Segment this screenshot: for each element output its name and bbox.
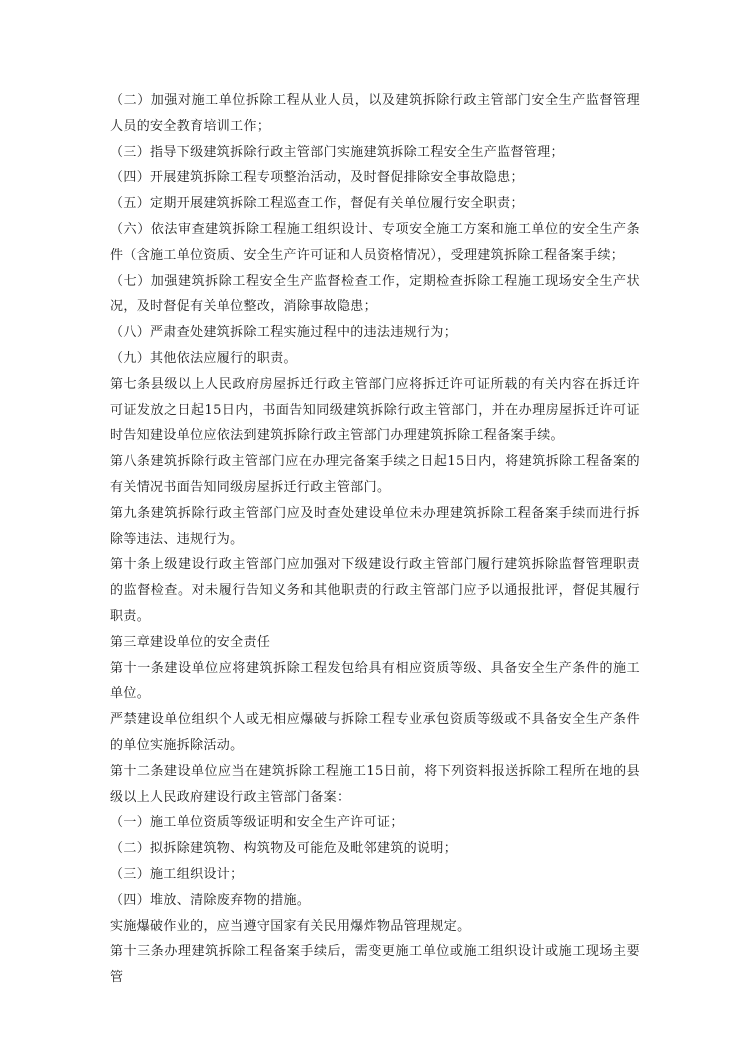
paragraph-5: （五）定期开展建筑拆除工程巡查工作，督促有关单位履行安全职责； <box>110 196 524 212</box>
paragraph-3: （三）指导下级建筑拆除行政主管部门实施建筑拆除工程安全生产监督管理； <box>110 144 564 160</box>
article-10: 第十条上级建设行政主管部门应加强对下级建设行政主管部门履行建筑拆除监督管理职责的监督检查。对未履行告知义务和其他职责的行政主管部门应予以通报批评，督促其履行职责。 <box>110 557 640 624</box>
paragraph-4: （四）开展建筑拆除工程专项整治活动，及时督促排除安全事故隐患； <box>110 170 524 186</box>
article-12-item-3: （三）施工组织设计； <box>110 866 244 882</box>
article-12-item-2: （二）拟拆除建筑物、构筑物及可能危及毗邻建筑的说明； <box>110 841 458 857</box>
paragraph-7: （七）加强建筑拆除工程安全生产监督检查工作，定期检查拆除工程施工现场安全生产状况，及时督促有关单位整改，消除事故隐患； <box>110 273 640 315</box>
article-12-item-4: （四）堆放、清除废弃物的措施。 <box>110 892 311 908</box>
paragraph-6: （六）依法审查建筑拆除工程施工组织设计、专项安全施工方案和施工单位的安全生产条件（含施工单位资质、安全生产许可证和人员资格情况），受理建筑拆除工程备案手续； <box>110 221 640 263</box>
article-11: 第十一条建设单位应将建筑拆除工程发包给具有相应资质等级、具备安全生产条件的施工单位。 <box>110 660 640 702</box>
article-12-item-1: （一）施工单位资质等级证明和安全生产许可证； <box>110 815 404 831</box>
document-body <box>110 88 640 991</box>
paragraph-9: （九）其他依法应履行的职责。 <box>110 350 297 366</box>
article-8: 第八条建筑拆除行政主管部门应在办理完备案手续之日起15日内，将建筑拆除工程备案的有关情况书面告知同级房屋拆迁行政主管部门。 <box>110 454 640 495</box>
article-13: 第十三条办理建筑拆除工程备案手续后，需变更施工单位或施工组织设计或施工现场主要管 <box>110 944 640 986</box>
paragraph-2: （二）加强对施工单位拆除工程从业人员，以及建筑拆除行政主管部门安全生产监督管理人员的安全教育培训工作； <box>110 93 640 134</box>
blasting-note: 实施爆破作业的，应当遵守国家有关民用爆炸物品管理规定。 <box>110 918 471 934</box>
article-11-prohibition: 严禁建设单位组织个人或无相应爆破与拆除工程专业承包资质等级或不具备安全生产条件的单位实施拆除活动。 <box>110 712 640 753</box>
article-12: 第十二条建设单位应当在建筑拆除工程施工15日前，将下列资料报送拆除工程所在地的县级以上人民政府建设行政主管部门备案： <box>110 763 640 805</box>
article-7: 第七条县级以上人民政府房屋拆迁行政主管部门应将拆迁许可证所载的有关内容在拆迁许可证发放之日起15日内，书面告知同级建筑拆除行政主管部门，并在办理房屋拆迁许可证时告知建设单位应依法到建筑拆除行政主管部门办理建筑拆除工程备案手续。 <box>110 376 640 444</box>
paragraph-8: （八）严肃查处建筑拆除工程实施过程中的违法违规行为； <box>110 325 458 341</box>
article-9: 第九条建筑拆除行政主管部门应及时查处建设单位未办理建筑拆除工程备案手续而进行拆除等违法、违规行为。 <box>110 505 640 547</box>
chapter-3-heading: 第三章建设单位的安全责任 <box>110 634 271 650</box>
